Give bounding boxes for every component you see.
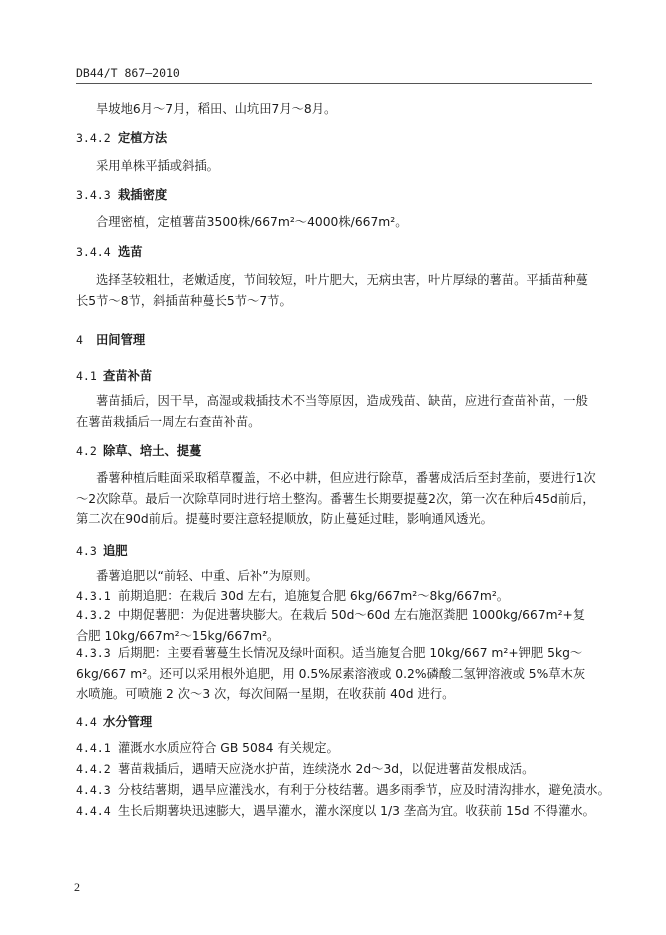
paragraph-seedling-selection: 选择茎较粗壮，老嫩适度，节间较短，叶片肥大，无病虫害，叶片厚绿的薯苗。平插苗种蔓长5节～8节，斜插苗种蔓长5节～7节。 [76,273,588,308]
section-number: 4.2 [76,444,97,458]
heading-4-3 [76,541,596,561]
item-number: 4.4.3 [76,783,111,797]
item-4-3-2 [76,605,596,646]
section-title: 选苗 [118,245,143,259]
heading-3-4-2 [76,128,596,148]
heading-4-1 [76,366,596,386]
paragraph-planting-density: 合理密植，定植薯苗3500株/667m²～4000株/667m²。 [96,215,408,229]
document-id-header: DB44/T 867—2010 [76,66,180,80]
paragraph-planting-time: 旱坡地6月～7月，稻田、山坑田7月～8月。 [96,102,337,116]
item-4-4-1 [76,738,596,758]
item-number: 4.4.4 [76,804,111,818]
section-title: 田间管理 [96,333,146,347]
item-4-4-2 [76,759,596,779]
item-number: 4.3.1 [76,589,111,603]
section-number: 3.4.4 [76,245,111,259]
paragraph-seedling-check: 薯苗插后，因干旱，高湿或栽插技术不当等原因，造成残苗、缺苗，应进行查苗补苗，一般在薯苗栽插后一周左右查苗补苗。 [76,394,588,429]
section-title: 追肥 [103,544,128,558]
item-number: 4.4.1 [76,741,111,755]
section-number: 4.1 [76,369,97,383]
heading-3-4-3 [76,185,596,205]
item-4-3-1 [76,586,596,606]
heading-4-2 [76,441,596,461]
heading-4-4 [76,712,596,732]
section-number: 3.4.2 [76,131,111,145]
section-title: 定植方法 [118,131,168,145]
item-text: 分枝结薯期，遇旱应灌浅水，有利于分枝结薯。遇多雨季节，应及时清沟排水，避免渍水。 [118,783,610,797]
section-number: 3.4.3 [76,188,111,202]
item-text: 灌溉水水质应符合 GB 5084 有关规定。 [118,741,339,755]
item-4-4-3 [76,780,610,800]
page-number: 2 [74,880,80,894]
item-number: 4.4.2 [76,762,111,776]
section-number: 4 [76,333,83,347]
section-title: 水分管理 [103,715,153,729]
paragraph-fertilizing-principle: 番薯追肥以“前轻、中重、后补”为原则。 [96,569,318,583]
paragraph-planting-method: 采用单株平插或斜插。 [96,159,219,173]
heading-4 [76,330,596,350]
paragraph-weeding: 番薯种植后畦面采取稻草覆盖，不必中耕，但应进行除草，番薯成活后至封垄前，要进行1次～2次除草。最后一次除草同时进行培土整沟。番薯生长期要提蔓2次，第一次在种后45d前后，第二次在90d前后。提蔓时要注意轻提顺放，防止蔓延过畦，影响通风透光。 [76,471,596,526]
item-4-3-3 [76,643,596,705]
section-title: 栽插密度 [118,188,168,202]
section-number: 4.3 [76,544,97,558]
item-text: 前期追肥：在栽后 30d 左右，追施复合肥 6kg/667m²～8kg/667m²。 [118,589,510,603]
item-number: 4.3.3 [76,646,111,660]
item-text: 中期促薯肥：为促进薯块膨大。在栽后 50d～60d 左右施沤粪肥 1000kg/667m²+复合肥 10kg/667m²～15kg/667m²。 [76,608,586,643]
section-title: 查苗补苗 [103,369,153,383]
item-number: 4.3.2 [76,608,111,622]
section-title: 除草、培土、提蔓 [103,444,202,458]
item-text: 后期肥：主要看薯蔓生长情况及绿叶面积。适当施复合肥 10kg/667 m²+钾肥 5kg～6kg/667 m²。还可以采用根外追肥，用 0.5%尿素溶液或 0.2%磷酸二氢钾溶液或 5%草木灰水喷施。可喷施 2 次～3 次，每次间隔一星期，在收获前 40d 进行。 [76,646,586,701]
header-rule [76,83,592,84]
heading-3-4-4 [76,242,596,262]
item-4-4-4 [76,801,596,821]
item-text: 生长后期薯块迅速膨大，遇旱灌水，灌水深度以 1/3 垄高为宜。收获前 15d 不得灌水。 [118,804,595,818]
section-number: 4.4 [76,715,97,729]
item-text: 薯苗栽插后，遇晴天应浇水护苗，连续浇水 2d～3d，以促进薯苗发根成活。 [118,762,535,776]
